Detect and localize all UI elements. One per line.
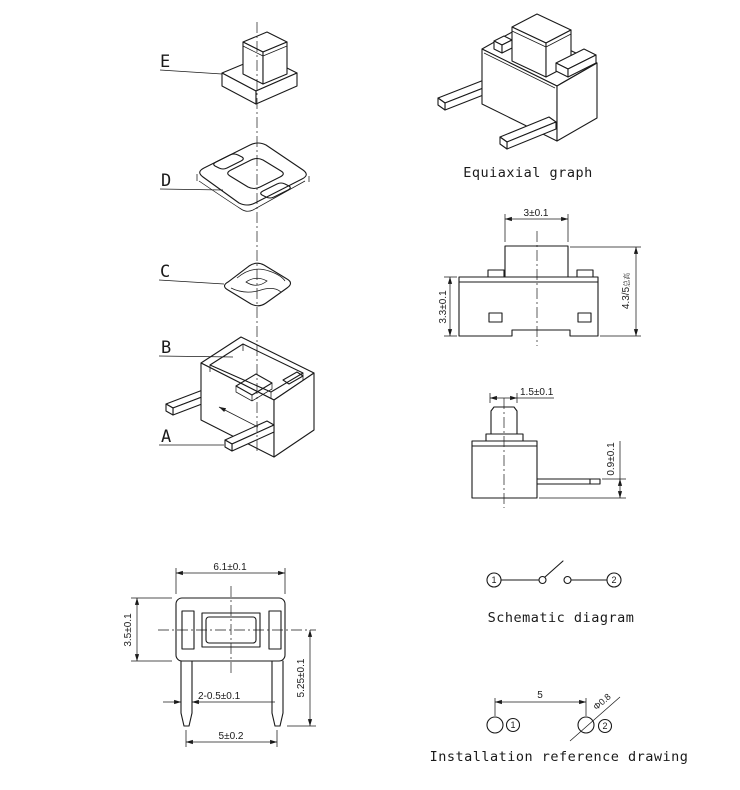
bottom-dim-pin bbox=[163, 691, 275, 702]
side-view bbox=[472, 387, 626, 508]
installation-dim-spacing-text: 5 bbox=[537, 690, 543, 701]
part-label-b: B bbox=[161, 338, 172, 358]
exploded-part-cap bbox=[222, 32, 297, 104]
side-dim-button-width bbox=[490, 387, 554, 403]
installation-hole-1 bbox=[487, 717, 503, 733]
installation-dim-hole-dia-text: Φ0.8 bbox=[591, 691, 613, 712]
schematic-terminal-1-number: 1 bbox=[491, 575, 497, 585]
front-dim-body-height bbox=[438, 277, 457, 336]
bottom-dim-body-depth-text: 3.5±0.1 bbox=[123, 613, 134, 647]
side-dim-pin-offset bbox=[539, 441, 626, 498]
part-label-d: D bbox=[161, 171, 172, 191]
exploded-part-cover bbox=[197, 143, 309, 211]
front-dim-total-height-text bbox=[621, 273, 632, 309]
installation-terminal-1-number: 1 bbox=[510, 720, 516, 730]
exploded-view bbox=[159, 22, 314, 457]
installation-caption: Installation reference drawing bbox=[429, 749, 689, 765]
bottom-dim-overall bbox=[287, 630, 316, 726]
installation-terminal-2-number: 2 bbox=[602, 721, 608, 731]
front-dim-button-width bbox=[505, 208, 568, 242]
schematic-contact-moving bbox=[539, 577, 546, 584]
bottom-dim-pitch bbox=[186, 730, 277, 747]
front-dim-total-height-suffix: 总高 bbox=[624, 272, 631, 287]
exploded-part-dome bbox=[225, 263, 291, 306]
bottom-dim-pitch-text: 5±0.2 bbox=[218, 731, 244, 742]
bottom-view bbox=[123, 562, 316, 747]
schematic-caption: Schematic diagram bbox=[487, 610, 635, 626]
schematic-terminal-2-number: 2 bbox=[611, 575, 617, 585]
schematic-lever bbox=[545, 561, 563, 577]
bottom-dim-body-depth bbox=[123, 598, 172, 661]
front-view bbox=[438, 208, 641, 346]
installation-hole-2 bbox=[578, 717, 594, 733]
bottom-dim-pin-text: 2-0.5±0.1 bbox=[198, 691, 241, 702]
front-dim-total-height bbox=[570, 247, 641, 336]
bottom-dim-overall-text: 5.25±0.1 bbox=[296, 658, 307, 698]
installation-drawing bbox=[430, 690, 689, 765]
equiaxial-view bbox=[438, 14, 597, 181]
front-dim-button-width-text: 3±0.1 bbox=[523, 208, 549, 219]
side-dim-button-width-text: 1.5±0.1 bbox=[520, 387, 554, 398]
part-label-a: A bbox=[161, 427, 172, 447]
schematic-diagram bbox=[487, 561, 634, 626]
front-dim-body-height-text: 3.3±0.1 bbox=[438, 290, 449, 324]
exploded-part-base bbox=[166, 337, 314, 457]
bottom-dim-body-width-text: 6.1±0.1 bbox=[213, 562, 247, 573]
side-dim-pin-offset-text: 0.9±0.1 bbox=[606, 442, 617, 476]
front-dim-total-height-main: 4.3/5 bbox=[621, 286, 632, 310]
bottom-dim-body-width bbox=[176, 562, 285, 594]
schematic-contact-fixed bbox=[564, 577, 571, 584]
equiaxial-caption: Equiaxial graph bbox=[463, 165, 593, 181]
part-label-e: E bbox=[160, 52, 171, 72]
part-label-c: C bbox=[160, 262, 171, 282]
